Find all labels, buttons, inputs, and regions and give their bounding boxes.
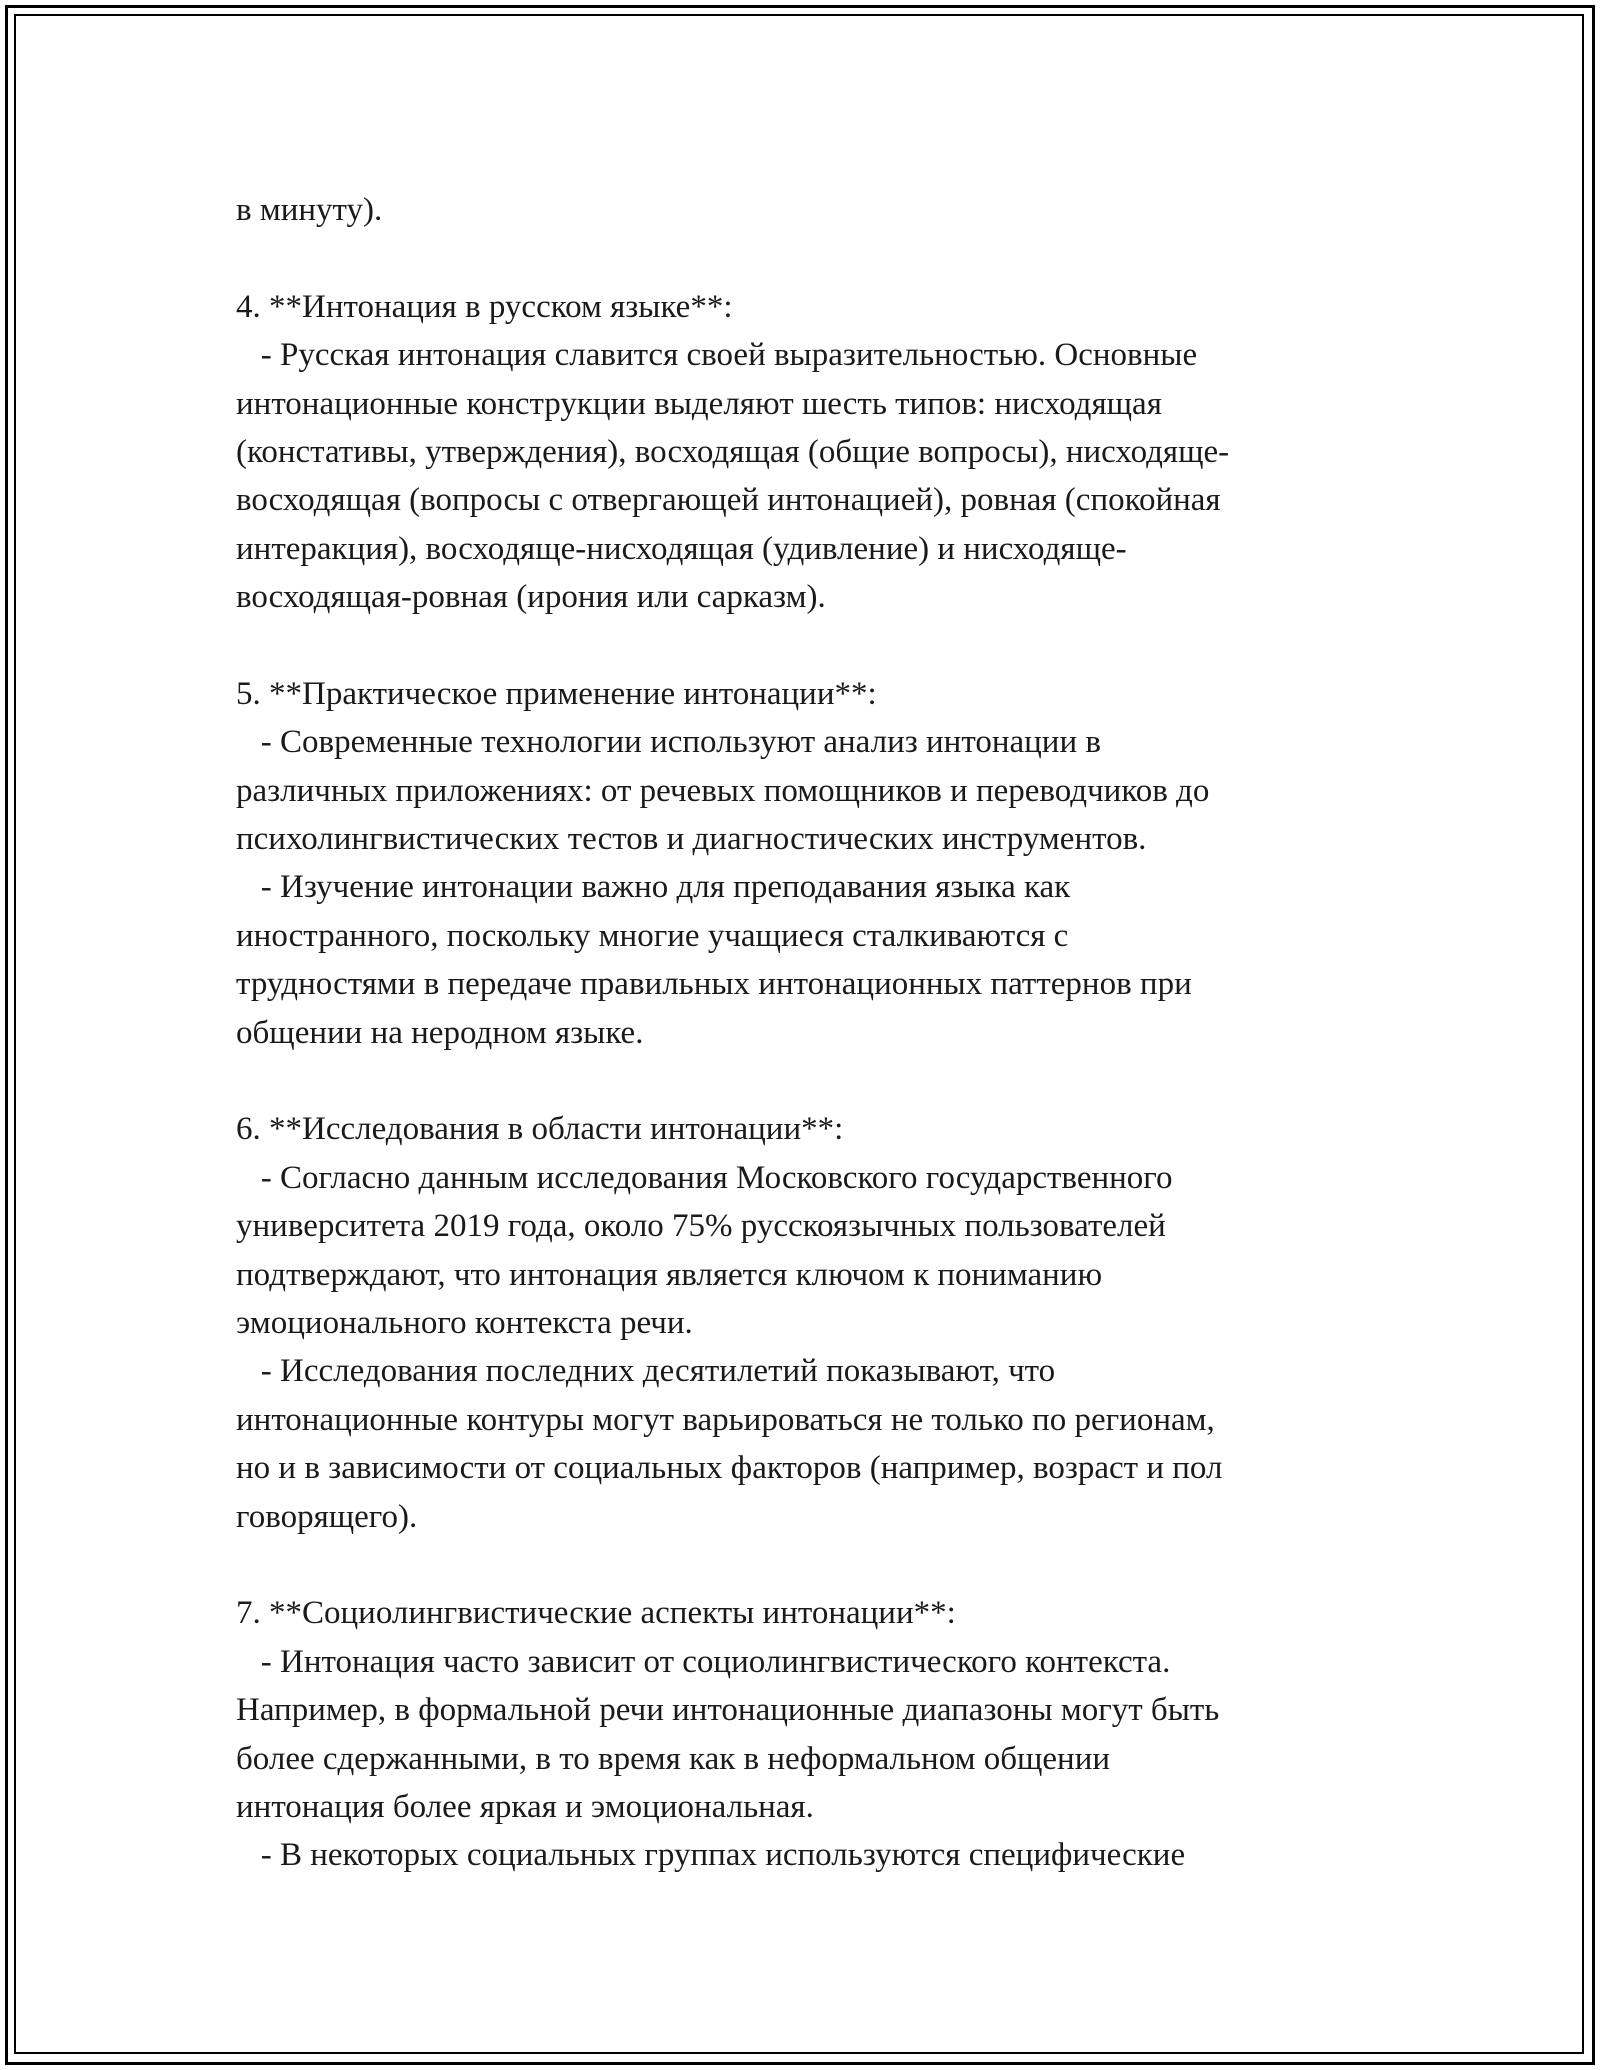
blank-line — [236, 234, 1356, 282]
text-line: подтверждают, что интонация является ключом к пониманию — [236, 1256, 1103, 1293]
text-line: различных приложениях: от речевых помощников и переводчиков до — [236, 772, 1210, 809]
text-line: трудностями в передаче правильных интонационных паттернов при — [236, 966, 1192, 1003]
text-line: интеракция), восходяще-нисходящая (удивление) и нисходяще- — [236, 530, 1127, 567]
text-line: - В некоторых социальных группах используются специфические — [236, 1837, 1186, 1874]
text-line: говорящего). — [236, 1498, 418, 1535]
text-line: иностранного, поскольку многие учащиеся сталкиваются с — [236, 917, 1069, 954]
text-line: интонационные конструкции выделяют шесть типов: нисходящая — [236, 385, 1162, 422]
text-line: университета 2019 года, около 75% русскоязычных пользователей — [236, 1208, 1166, 1245]
blank-line — [236, 1057, 1356, 1105]
text-line: в минуту). — [236, 192, 383, 228]
text-line: общении на неродном языке. — [236, 1014, 644, 1051]
text-line: но и в зависимости от социальных факторов (например, возраст и пол — [236, 1450, 1223, 1487]
text-line: - Исследования последних десятилетий показывают, что — [236, 1353, 1056, 1390]
section-heading: 6. **Исследования в области интонации**: — [236, 1111, 844, 1148]
text-line: интонационные контуры могут варьироваться не только по регионам, — [236, 1401, 1215, 1438]
text-line: интонация более яркая и эмоциональная. — [236, 1788, 814, 1825]
text-line: - Интонация часто зависит от социолингвистического контекста. — [236, 1643, 1171, 1680]
text-line: восходящая-ровная (ирония или сарказм). — [236, 579, 826, 616]
section-heading: 5. **Практическое применение интонации**: — [236, 675, 877, 712]
document-body — [236, 186, 1356, 1880]
text-line: Например, в формальной речи интонационные диапазоны могут быть — [236, 1692, 1220, 1729]
text-line: восходящая (вопросы с отвергающей интонацией), ровная (спокойная — [236, 482, 1221, 519]
section-heading: 7. **Социолингвистические аспекты интонации**: — [236, 1595, 956, 1632]
text-line: - Изучение интонации важно для преподавания языка как — [236, 869, 1071, 906]
text-line: - Русская интонация славится своей выразительностью. Основные — [236, 337, 1198, 374]
text-line: более сдержанными, в то время как в неформальном общении — [236, 1740, 1111, 1777]
section-heading: 4. **Интонация в русском языке**: — [236, 288, 733, 325]
text-line: - Современные технологии используют анализ интонации в — [236, 724, 1101, 761]
blank-line — [236, 1541, 1356, 1589]
text-line: (констативы, утверждения), восходящая (общие вопросы), нисходяще- — [236, 433, 1230, 470]
text-line: - Согласно данным исследования Московского государственного — [236, 1159, 1173, 1196]
text-line: психолингвистических тестов и диагностических инструментов. — [236, 821, 1147, 858]
blank-line — [236, 622, 1356, 670]
text-line: эмоционального контекста речи. — [236, 1304, 693, 1341]
